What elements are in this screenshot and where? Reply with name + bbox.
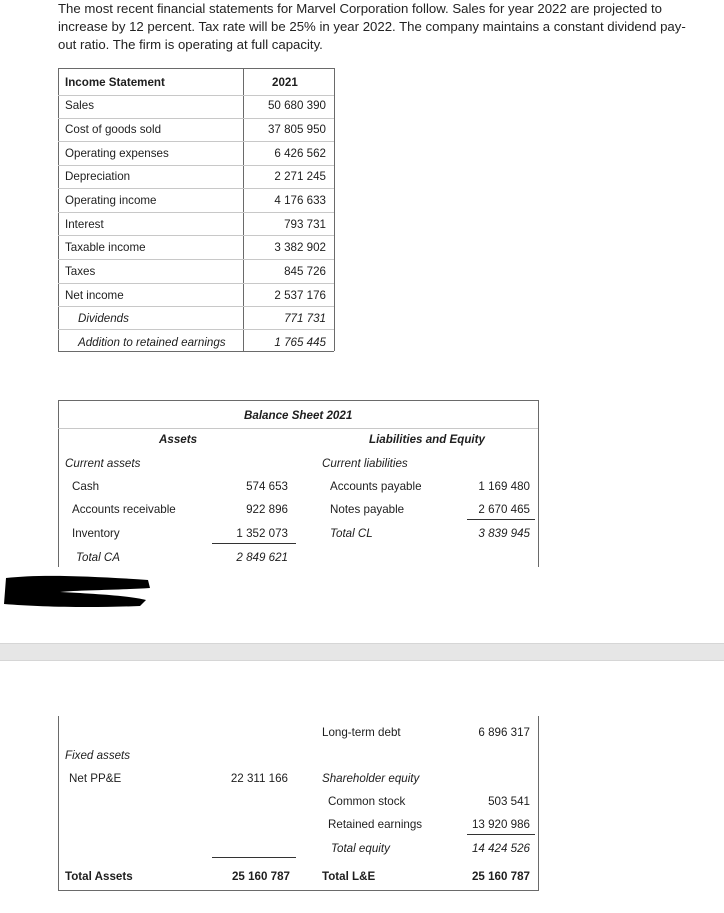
current-liabilities-label: Current liabilities [322, 457, 408, 470]
total-ca-label: Total CA [76, 551, 121, 564]
accounts-payable-label: Accounts payable [330, 480, 422, 493]
row-value-addition-retained: 1 765 445 [274, 336, 326, 349]
row-label-cogs: Cost of goods sold [65, 123, 162, 136]
row-label-addition-retained: Addition to retained earnings [78, 336, 226, 349]
row-label-net-income: Net income [65, 289, 124, 302]
accounts-receivable-label: Accounts receivable [72, 503, 176, 516]
bs2-right-border [538, 716, 539, 891]
notes-payable-label: Notes payable [330, 503, 405, 516]
row-value-opex: 6 426 562 [274, 147, 326, 160]
inventory-label: Inventory [72, 527, 120, 540]
total-le-value: 25 160 787 [471, 870, 530, 883]
income-statement-header: Income Statement [65, 76, 165, 89]
total-equity-value: 14 424 526 [471, 842, 530, 855]
total-cl-value: 3 839 945 [478, 527, 530, 540]
common-stock-label: Common stock [328, 795, 406, 808]
current-assets-label: Current assets [65, 457, 141, 470]
row-value-dividends: 771 731 [284, 312, 326, 325]
total-assets-underline [212, 857, 296, 858]
problem-statement: The most recent financial statements for Marvel Corporation follow. Sales for year 2022 are projected to increase by 12 percent. Tax rate will be 25% in year 2022. The company maintains a constant dividend pay-out ratio. The firm is operating at full capacity. [58, 1, 686, 52]
row-value-cogs: 37 805 950 [267, 123, 326, 136]
bs-title-divider [58, 428, 538, 429]
row-label-operating-income: Operating income [65, 194, 157, 207]
total-cl-label: Total CL [330, 527, 373, 540]
inventory-underline [212, 543, 296, 544]
table-bottom-border [58, 351, 334, 352]
redaction-mark [0, 574, 152, 608]
table-right-border [334, 68, 335, 351]
notes-payable-value: 2 670 465 [478, 503, 530, 516]
row-label-opex: Operating expenses [65, 147, 169, 160]
accounts-receivable-value: 922 896 [246, 503, 288, 516]
bs2-left-border [58, 716, 59, 891]
net-ppe-label: Net PP&E [69, 772, 122, 785]
table-top-border [58, 68, 334, 69]
row-value-taxes: 845 726 [284, 265, 326, 278]
cash-value: 574 653 [246, 480, 288, 493]
bs-left-border [58, 400, 59, 567]
assets-header: Assets [159, 433, 198, 446]
row-value-depreciation: 2 271 245 [274, 170, 326, 183]
accounts-payable-value: 1 169 480 [478, 480, 530, 493]
row-label-dividends: Dividends [78, 312, 129, 325]
row-value-net-income: 2 537 176 [274, 289, 326, 302]
row-value-interest: 793 731 [284, 218, 326, 231]
page-break-band [0, 643, 724, 661]
total-equity-label: Total equity [331, 842, 390, 855]
row-label-sales: Sales [65, 99, 95, 112]
total-le-label: Total L&E [322, 870, 376, 883]
balance-sheet-title: Balance Sheet 2021 [244, 409, 353, 422]
row-label-taxable-income: Taxable income [65, 241, 146, 254]
liabilities-equity-header: Liabilities and Equity [369, 433, 485, 446]
notes-payable-underline [467, 519, 535, 520]
common-stock-value: 503 541 [488, 795, 530, 808]
row-value-sales: 50 680 390 [267, 99, 326, 112]
bs2-bottom-border [58, 890, 538, 891]
row-label-taxes: Taxes [65, 265, 96, 278]
cash-label: Cash [72, 480, 100, 493]
long-term-debt-label: Long-term debt [322, 726, 401, 739]
year-header: 2021 [272, 76, 298, 89]
total-assets-value: 25 160 787 [231, 870, 290, 883]
row-value-operating-income: 4 176 633 [274, 194, 326, 207]
shareholder-equity-label: Shareholder equity [322, 772, 420, 785]
retained-earnings-underline [467, 834, 535, 835]
retained-earnings-label: Retained earnings [328, 818, 423, 831]
long-term-debt-value: 6 896 317 [478, 726, 530, 739]
row-value-taxable-income: 3 382 902 [274, 241, 326, 254]
total-ca-value: 2 849 621 [236, 551, 288, 564]
table-left-border [58, 68, 59, 351]
net-ppe-value: 22 311 166 [230, 772, 288, 785]
row-label-interest: Interest [65, 218, 104, 231]
inventory-value: 1 352 073 [236, 527, 288, 540]
fixed-assets-label: Fixed assets [65, 749, 131, 762]
total-assets-label: Total Assets [65, 870, 133, 883]
bs-right-border [538, 400, 539, 567]
retained-earnings-value: 13 920 986 [471, 818, 530, 831]
row-label-depreciation: Depreciation [65, 170, 131, 183]
bs-top-border [58, 400, 538, 401]
